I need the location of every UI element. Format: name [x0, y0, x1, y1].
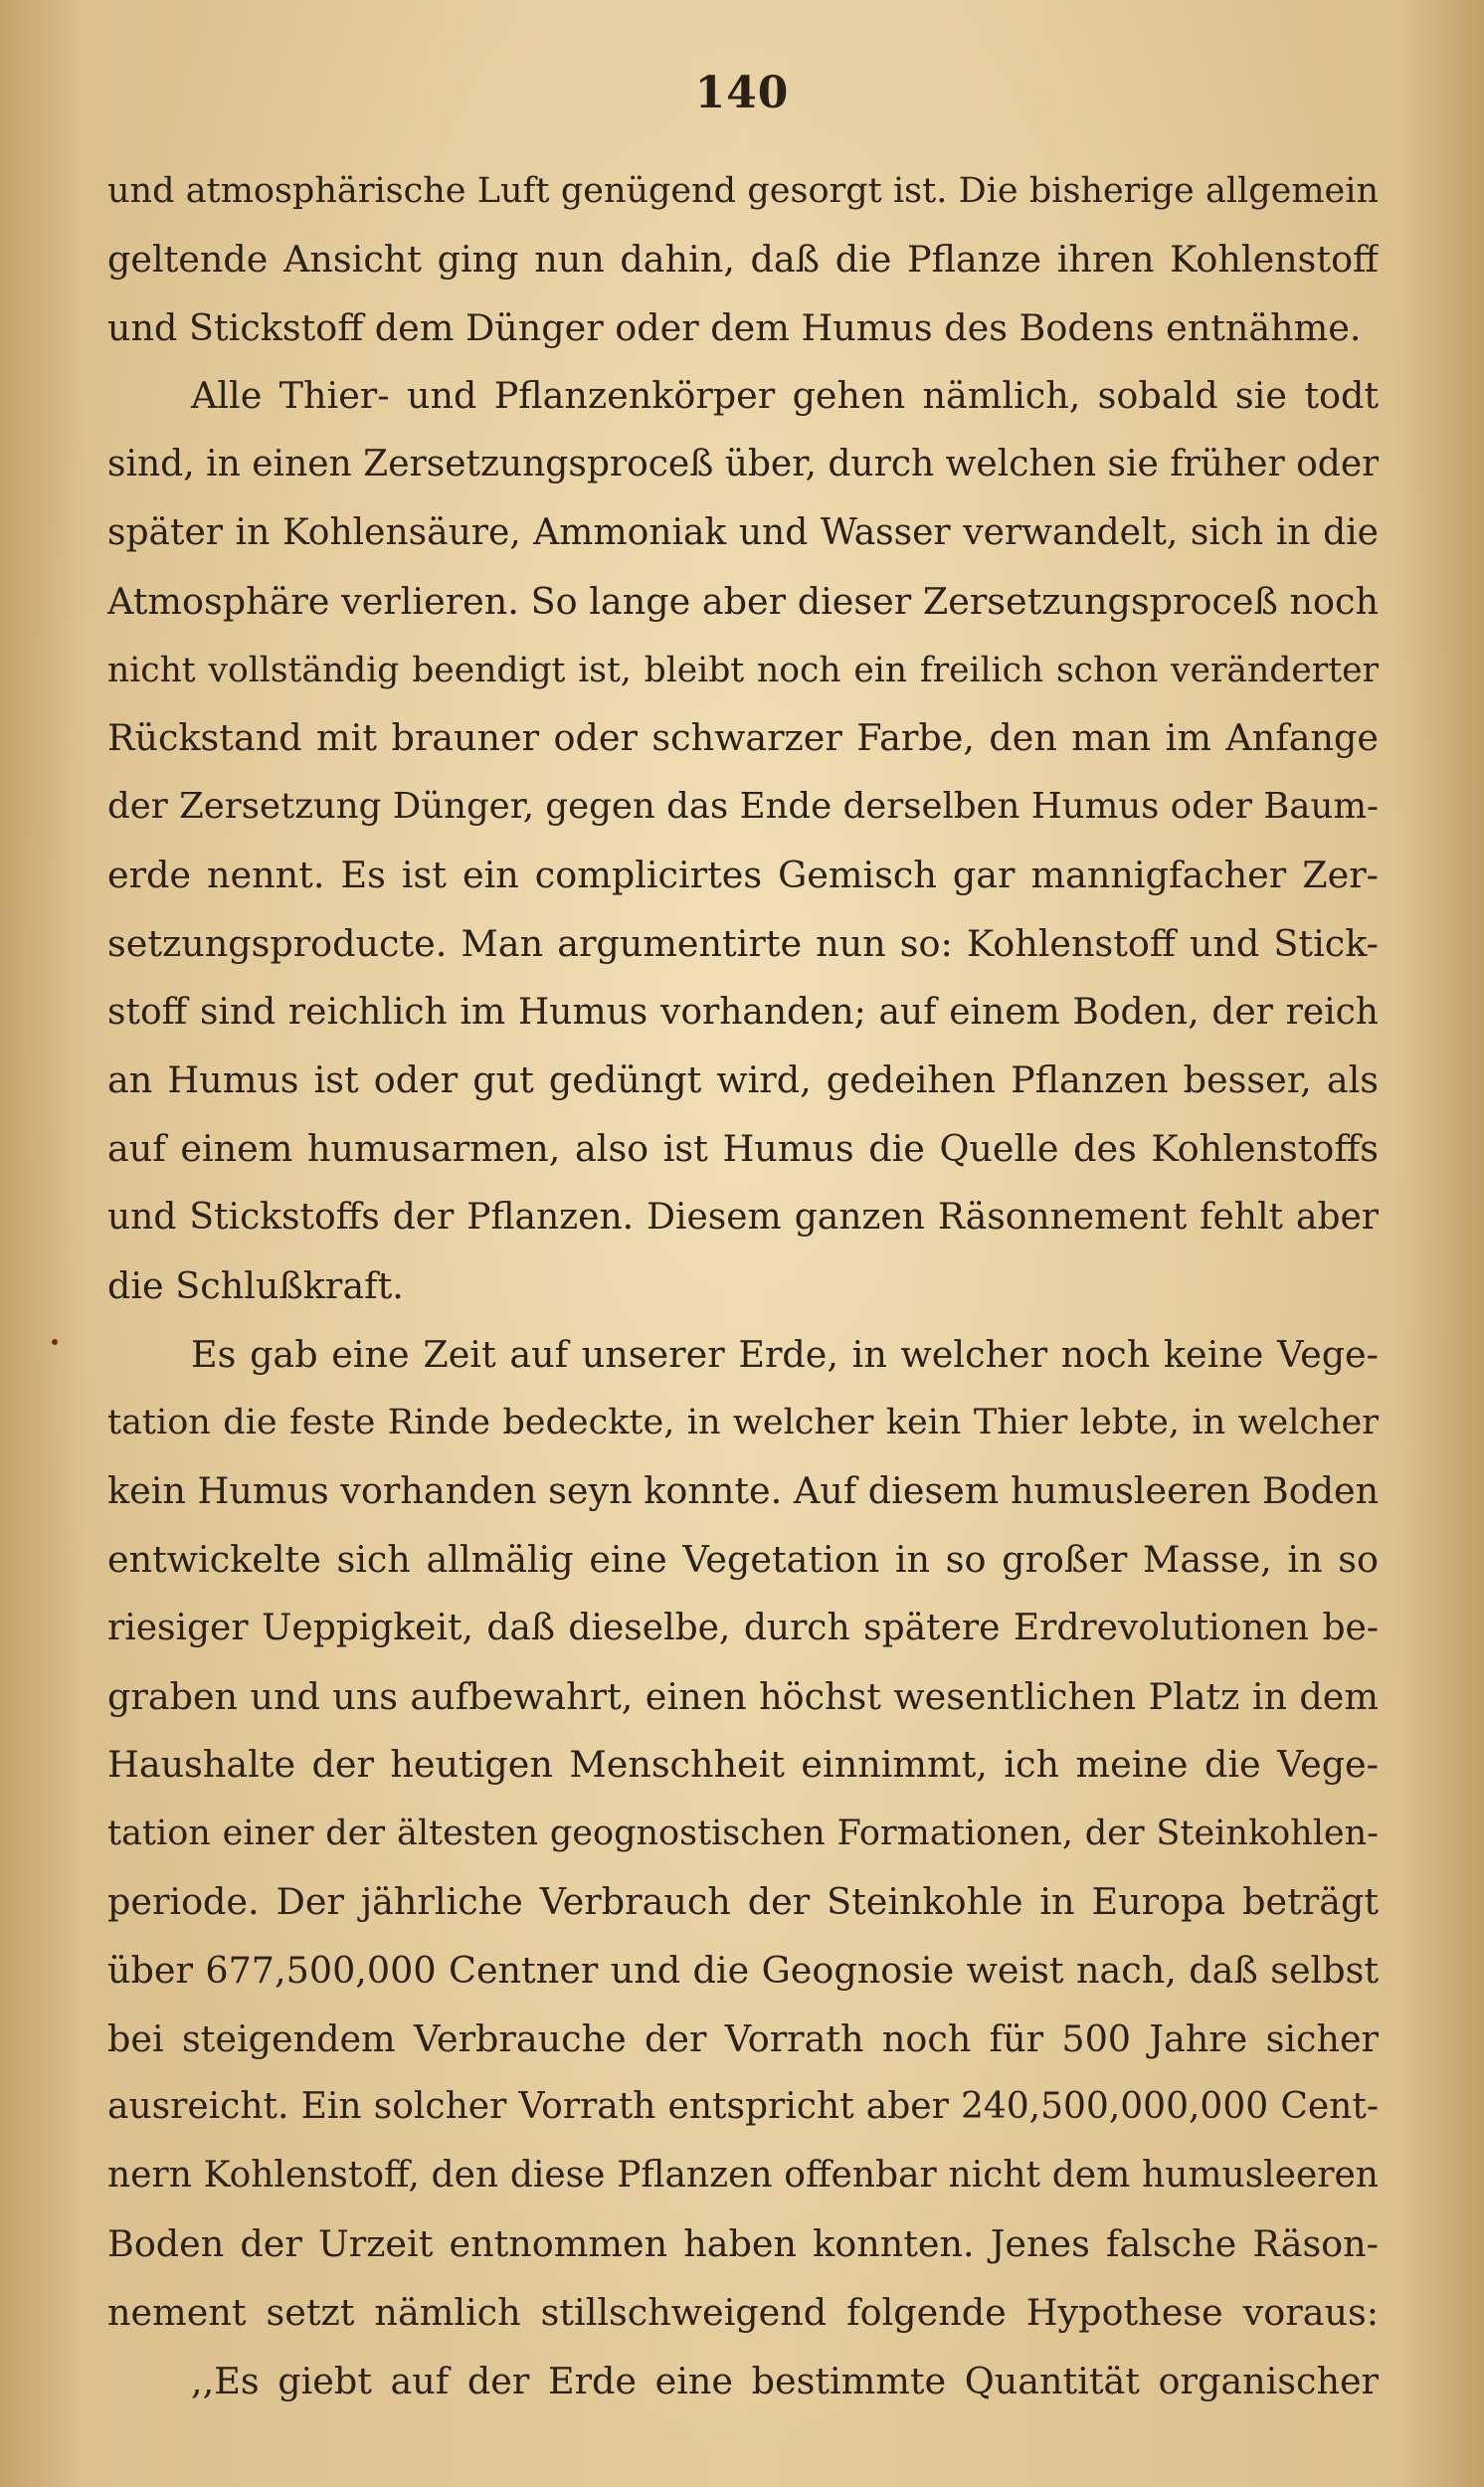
text-line: und atmosphärische Luft genügend gesorgt ist. Die bisherige allgemein: [107, 171, 1379, 211]
margin-mark: [52, 1339, 58, 1345]
text-line: später in Kohlensäure, Ammoniak und Wasser verwandelt, sich in die: [107, 511, 1379, 553]
text-line: nern Kohlenstoff, den diese Pflanzen offenbar nicht dem humusleeren: [107, 2155, 1379, 2197]
text-line: Atmosphäre verlieren. So lange aber dieser Zersetzungsproceß noch: [107, 579, 1379, 623]
text-line: und Stickstoff dem Dünger oder dem Humus des Bodens entnähme.: [107, 305, 1362, 349]
text-line: bei steigendem Verbrauche der Vorrath noch für 500 Jahre sicher: [107, 2016, 1379, 2060]
body-text: [107, 157, 1379, 2415]
text-line: an Humus ist oder gut gedüngt wird, gedeihen Pflanzen besser, als: [107, 1058, 1379, 1102]
text-line: Rückstand mit brauner oder schwarzer Farbe, den man im Anfange: [107, 716, 1379, 760]
text-line: Boden der Urzeit entnommen haben konnten. Jenes falsche Räson-: [107, 2221, 1379, 2265]
text-line: ausreicht. Ein solcher Vorrath entspricht aber 240,500,000,000 Cent-: [107, 2086, 1379, 2128]
text-line: erde nennt. Es ist ein complicirtes Gemisch gar mannigfacher Zer-: [107, 853, 1379, 896]
text-line: entwickelte sich allmälig eine Vegetation in so großer Masse, in so: [107, 1537, 1379, 1581]
text-line: periode. Der jährliche Verbrauch der Steinkohle in Europa beträgt: [107, 1879, 1379, 1923]
text-line: über 677,500,000 Centner und die Geognosie weist nach, daß selbst: [107, 1948, 1379, 1992]
text-line: sind, in einen Zersetzungsproceß über, durch welchen sie früher oder: [107, 444, 1379, 485]
text-line: Es gab eine Zeit auf unserer Erde, in welcher noch keine Vege-: [191, 1332, 1379, 1376]
text-line: Haushalte der heutigen Menschheit einnimmt, ich meine die Vege-: [107, 1743, 1379, 1787]
text-line: der Zersetzung Dünger, gegen das Ende derselben Humus oder Baum-: [107, 786, 1379, 828]
text-line: nement setzt nämlich stillschweigend folgende Hypothese voraus:: [107, 2290, 1379, 2334]
text-line: geltende Ansicht ging nun dahin, daß die Pflanze ihren Kohlenstoff: [107, 237, 1379, 281]
text-line: und Stickstoffs der Pflanzen. Diesem ganzen Räsonnement fehlt aber: [107, 1196, 1379, 1238]
text-line: graben und uns aufbewahrt, einen höchst wesentlichen Platz in dem: [107, 1674, 1379, 1718]
text-line: kein Humus vorhanden seyn konnte. Auf diesem humusleeren Boden: [107, 1469, 1379, 1513]
text-line: nicht vollständig beendigt ist, bleibt noch ein freilich schon veränderter: [107, 650, 1379, 690]
text-line: auf einem humusarmen, also ist Humus die Quelle des Kohlenstoffs: [107, 1127, 1379, 1171]
text-line: ,,Es giebt auf der Erde eine bestimmte Quantität organischer: [191, 2359, 1379, 2402]
text-line: tation die feste Rinde bedeckte, in welcher kein Thier lebte, in welcher: [107, 1403, 1379, 1443]
page-number: 140: [694, 68, 790, 118]
text-line: tation einer der ältesten geognostischen Formationen, der Steinkohlen-: [107, 1814, 1379, 1854]
text-line: stoff sind reichlich im Humus vorhanden; auf einem Boden, der reich: [107, 991, 1379, 1033]
text-line: die Schlußkraft.: [107, 1263, 404, 1307]
text-line: Alle Thier- und Pflanzenkörper gehen nämlich, sobald sie todt: [191, 374, 1379, 418]
text-line: setzungsproducte. Man argumentirte nun so: Kohlenstoff und Stick-: [107, 921, 1379, 965]
text-line: riesiger Ueppigkeit, daß dieselbe, durch spätere Erdrevolutionen be-: [107, 1607, 1379, 1648]
